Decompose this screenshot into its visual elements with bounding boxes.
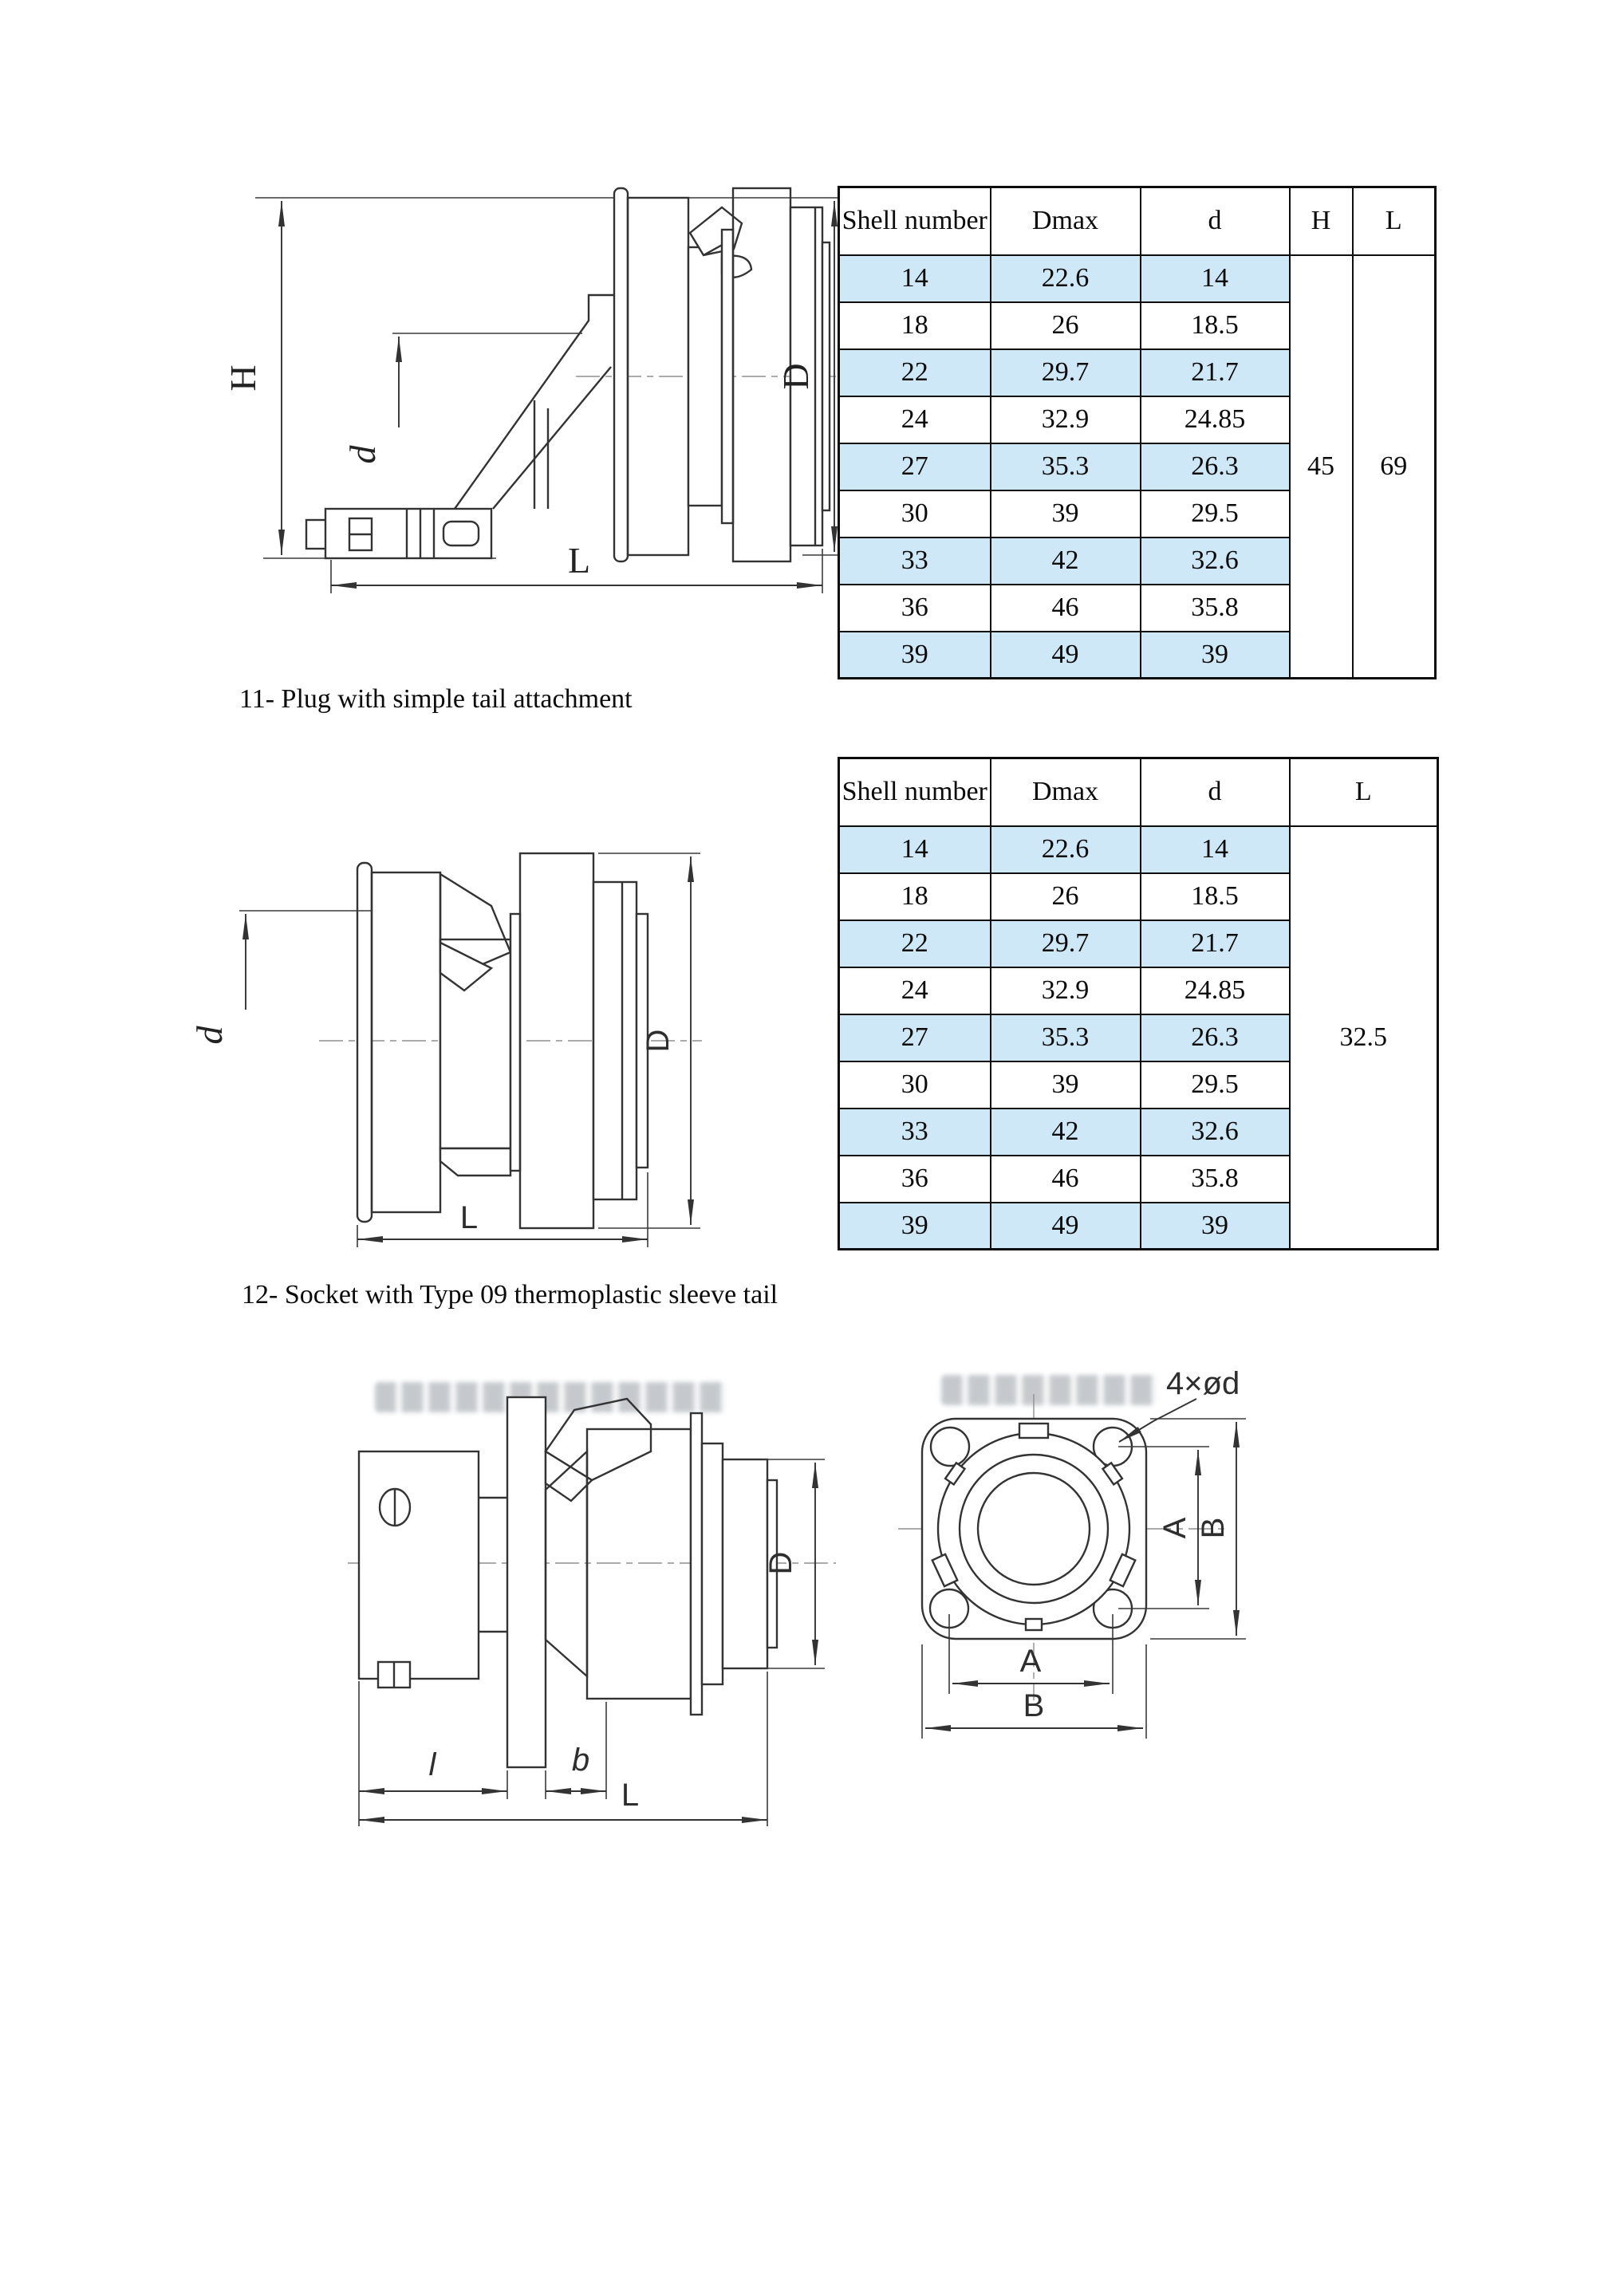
hole-callout-label: 4×ød: [1166, 1366, 1240, 1401]
col-header-l: L: [1290, 758, 1438, 826]
cell-dmax: 49: [991, 1203, 1141, 1250]
dim-label-B-vertical: B: [1196, 1517, 1231, 1539]
caption-item-12: 12- Socket with Type 09 thermoplastic sleeve tail: [242, 1280, 778, 1309]
cell-shell: 30: [839, 490, 991, 538]
cell-shell: 14: [839, 255, 991, 302]
col-header-dmax: Dmax: [991, 187, 1141, 255]
col-header-h: H: [1290, 187, 1353, 255]
cell-dmax: 29.7: [991, 920, 1141, 967]
col-header-dmax: Dmax: [991, 758, 1141, 826]
cell-shell: 18: [839, 302, 991, 349]
cell-dmax: 39: [991, 1061, 1141, 1109]
cell-dmax: 22.6: [991, 255, 1141, 302]
plug-side-drawing: [136, 112, 841, 622]
dim-label-d: d: [342, 445, 383, 464]
cell-dmax: 39: [991, 490, 1141, 538]
cell-shell: 27: [839, 443, 991, 490]
col-header-shell-number: Shell number: [839, 187, 991, 255]
cell-shell: 33: [839, 1109, 991, 1156]
cell-dmax: 42: [991, 1109, 1141, 1156]
dim-label-b: b: [571, 1743, 590, 1778]
cell-dmax: 42: [991, 538, 1141, 585]
cell-shell: 18: [839, 873, 991, 920]
cell-shell: 22: [839, 920, 991, 967]
flange-socket-outline: [348, 1397, 836, 1767]
cell-shell: 39: [839, 1203, 991, 1250]
dim-label-h: H: [223, 364, 263, 392]
dim-label-L: L: [459, 1200, 479, 1235]
cell-dmax: 22.6: [991, 826, 1141, 873]
cell-d: 39: [1141, 1203, 1290, 1250]
cell-shell: 24: [839, 396, 991, 443]
cell-shell: 27: [839, 1014, 991, 1061]
cell-shell: 33: [839, 538, 991, 585]
header-row: [839, 187, 1436, 255]
table-row: [839, 826, 1438, 873]
cell-d: 18.5: [1141, 873, 1290, 920]
cell-dmax: 46: [991, 585, 1141, 632]
table-row: [839, 255, 1436, 302]
cell-d: 18.5: [1141, 302, 1290, 349]
cell-dmax: 49: [991, 632, 1141, 679]
cell-d: 21.7: [1141, 349, 1290, 396]
col-header-shell-number: Shell number: [839, 758, 991, 826]
cell-d: 29.5: [1141, 1061, 1290, 1109]
cell-l-merged: 69: [1353, 255, 1436, 679]
col-header-d: d: [1141, 758, 1290, 826]
flange-socket-side-drawing: [343, 1348, 933, 1842]
cell-shell: 22: [839, 349, 991, 396]
cell-dmax: 32.9: [991, 396, 1141, 443]
cell-l-merged: 32.5: [1290, 826, 1438, 1250]
dim-label-D: D: [775, 363, 816, 390]
cell-shell: 30: [839, 1061, 991, 1109]
flange-front-outline: [898, 1394, 1228, 1700]
cell-shell: 36: [839, 585, 991, 632]
cell-d: 32.6: [1141, 538, 1290, 585]
plug-dimension-table: [838, 186, 1437, 679]
socket-dimension-table: [838, 757, 1439, 1250]
cell-shell: 14: [839, 826, 991, 873]
col-header-l: L: [1353, 187, 1436, 255]
dim-label-l: l: [428, 1747, 436, 1782]
cell-dmax: 46: [991, 1156, 1141, 1203]
dim-label-D: D: [763, 1551, 798, 1575]
cell-dmax: 35.3: [991, 443, 1141, 490]
dim-label-L: L: [567, 540, 591, 581]
header-row: [839, 758, 1438, 826]
dim-label-B-horizontal: B: [1023, 1688, 1045, 1723]
cell-shell: 39: [839, 632, 991, 679]
dim-label-L: L: [621, 1778, 640, 1813]
cell-dmax: 35.3: [991, 1014, 1141, 1061]
cell-d: 35.8: [1141, 585, 1290, 632]
socket-side-drawing: [175, 837, 726, 1252]
flange-front-drawing: [885, 1348, 1316, 1826]
plug-outline: [255, 188, 838, 561]
dim-label-d: d: [189, 1026, 230, 1045]
cell-d: 24.85: [1141, 967, 1290, 1014]
cell-dmax: 32.9: [991, 967, 1141, 1014]
cell-d: 35.8: [1141, 1156, 1290, 1203]
caption-item-11: 11- Plug with simple tail attachment: [239, 684, 633, 714]
col-header-d: d: [1141, 187, 1290, 255]
cell-d: 39: [1141, 632, 1290, 679]
cell-shell: 36: [839, 1156, 991, 1203]
cell-d: 29.5: [1141, 490, 1290, 538]
dim-label-A-vertical: A: [1157, 1517, 1192, 1539]
cell-d: 14: [1141, 826, 1290, 873]
cell-d: 32.6: [1141, 1109, 1290, 1156]
cell-dmax: 26: [991, 302, 1141, 349]
cell-d: 26.3: [1141, 443, 1290, 490]
dim-label-A-horizontal: A: [1019, 1644, 1042, 1679]
cell-dmax: 29.7: [991, 349, 1141, 396]
cell-d: 14: [1141, 255, 1290, 302]
dim-label-D: D: [641, 1029, 676, 1053]
cell-d: 24.85: [1141, 396, 1290, 443]
cell-dmax: 26: [991, 873, 1141, 920]
cell-d: 26.3: [1141, 1014, 1290, 1061]
cell-d: 21.7: [1141, 920, 1290, 967]
cell-h-merged: 45: [1290, 255, 1353, 679]
cell-shell: 24: [839, 967, 991, 1014]
